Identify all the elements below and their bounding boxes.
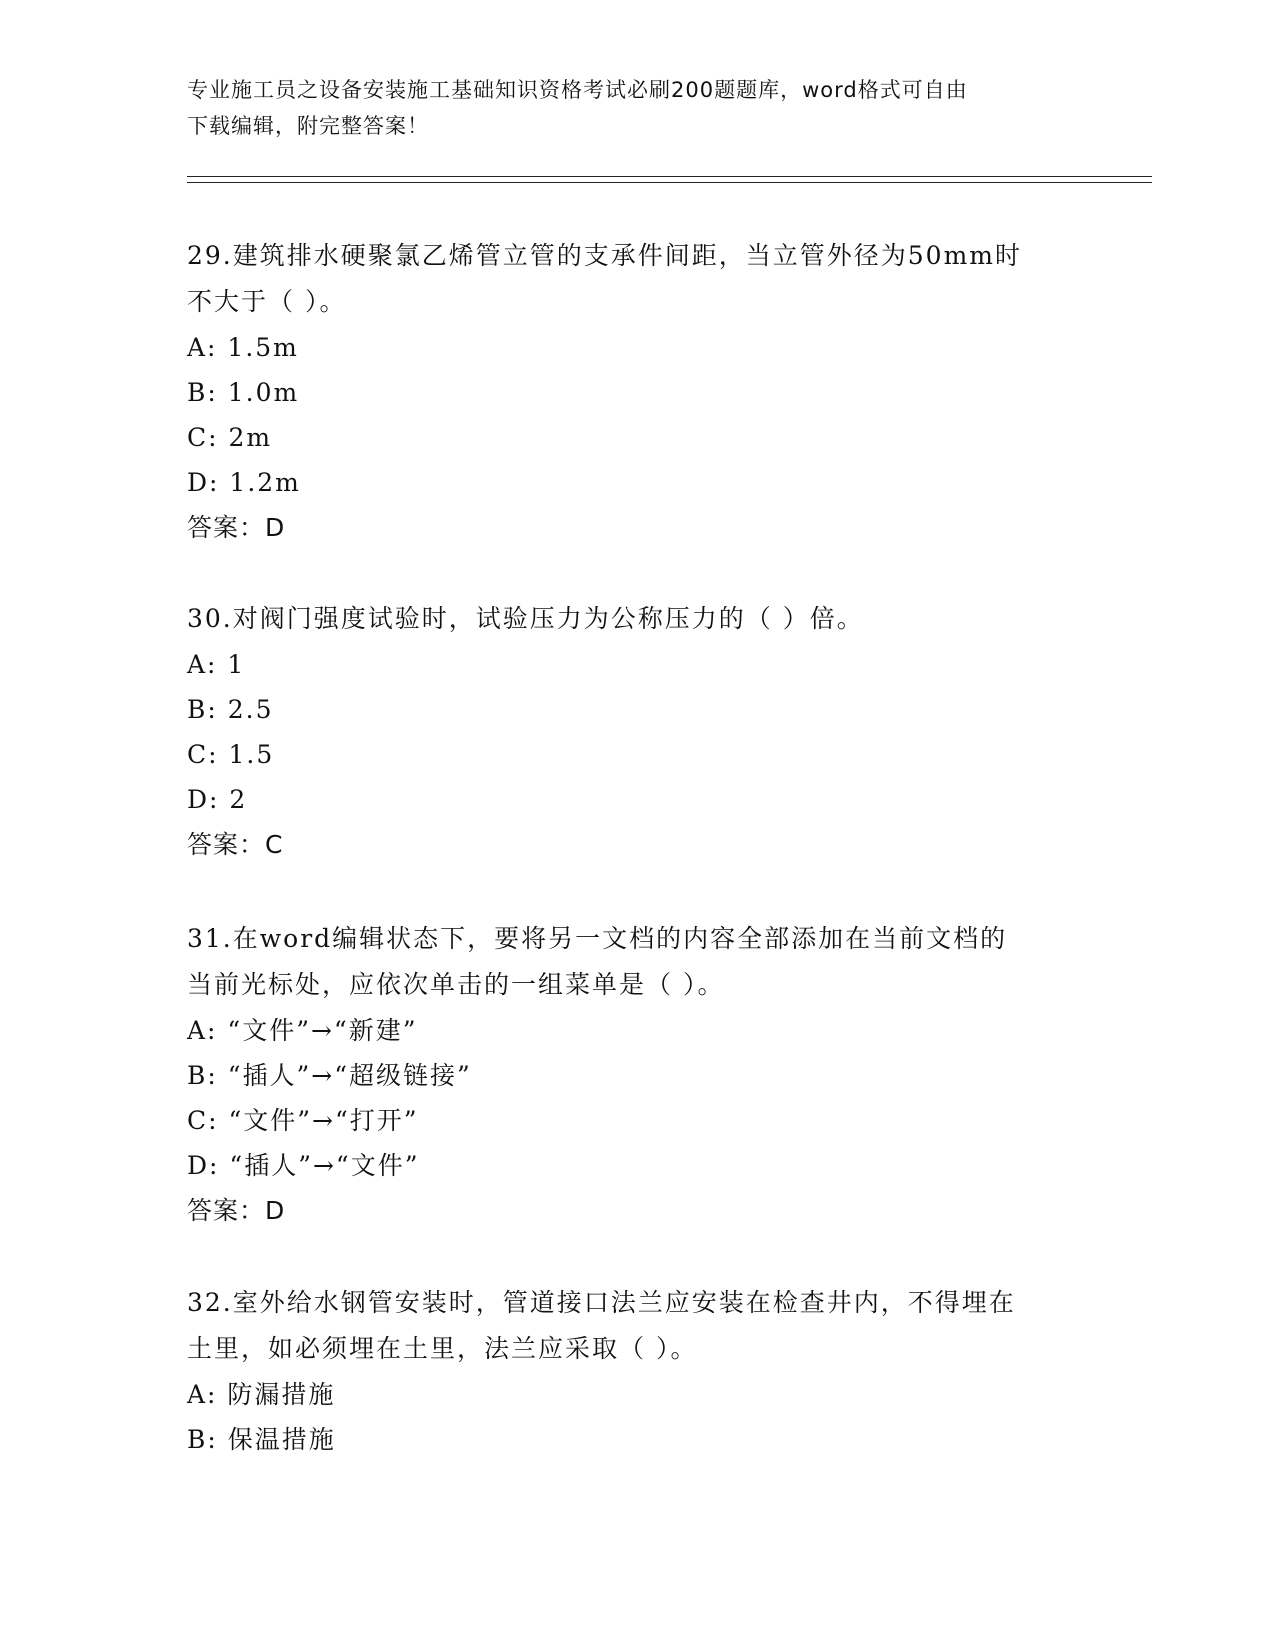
header-divider-top (187, 176, 1152, 177)
option-b: B: 保温措施 (187, 1425, 336, 1454)
option-c: C: 2m (187, 423, 273, 452)
question-stem: 32.室外给水钢管安装时，管道接口法兰应安装在检查井内，不得埋在 (187, 1288, 1016, 1317)
option-a: A: 1.5m (187, 333, 299, 362)
question-30 (187, 596, 1087, 867)
option-b: B: 1.0m (187, 378, 300, 407)
answer: 答案：C (187, 830, 284, 859)
option-d: D: 1.2m (187, 468, 301, 497)
header-divider-bottom (187, 182, 1152, 183)
answer: 答案：D (187, 1196, 286, 1225)
answer: 答案：D (187, 513, 286, 542)
option-a: A: 1 (187, 650, 246, 679)
header-line-1: 专业施工员之设备安装施工基础知识资格考试必刷200题题库，word格式可自由 (187, 78, 968, 102)
question-stem: 30.对阀门强度试验时，试验压力为公称压力的（ ）倍。 (187, 604, 864, 633)
question-stem: 29.建筑排水硬聚氯乙烯管立管的支承件间距，当立管外径为50mm时 (187, 241, 1022, 270)
question-stem: 土里，如必须埋在土里，法兰应采取（ ）。 (187, 1334, 698, 1363)
option-d: D: “插人”→“文件” (187, 1151, 420, 1180)
option-a: A: “文件”→“新建” (187, 1016, 418, 1045)
option-b: B: 2.5 (187, 695, 274, 724)
question-stem: 31.在word编辑状态下，要将另一文档的内容全部添加在当前文档的 (187, 924, 1008, 953)
question-stem: 不大于（ ）。 (187, 287, 347, 316)
option-c: C: 1.5 (187, 740, 275, 769)
option-d: D: 2 (187, 785, 248, 814)
header-line-2: 下载编辑，附完整答案！ (187, 114, 429, 138)
option-b: B: “插人”→“超级链接” (187, 1061, 472, 1090)
question-29 (187, 233, 1087, 550)
option-a: A: 防漏措施 (187, 1380, 336, 1409)
question-32 (187, 1280, 1087, 1462)
document-header (187, 72, 1067, 144)
question-stem: 当前光标处，应依次单击的一组菜单是（ ）。 (187, 970, 725, 999)
question-31 (187, 916, 1087, 1233)
option-c: C: “文件”→“打开” (187, 1106, 419, 1135)
